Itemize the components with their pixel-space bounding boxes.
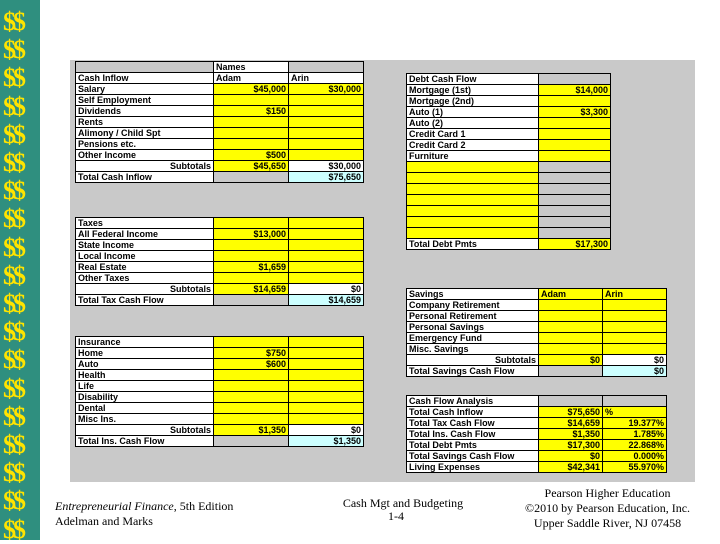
row-label: Auto: [76, 359, 214, 370]
value-cell: $75,650: [539, 407, 603, 418]
subtotal-value: $0: [289, 284, 364, 295]
value-cell: [539, 311, 603, 322]
row-label: Life: [76, 381, 214, 392]
table-row: [76, 273, 364, 284]
chapter-title: Cash Mgt and Budgeting: [342, 496, 464, 510]
section-header-row: [407, 289, 667, 300]
value-cell: [539, 333, 603, 344]
value-cell: [214, 273, 289, 284]
value-cell: [289, 414, 364, 425]
row-label: Self Employment: [76, 95, 214, 106]
row-label: Furniture: [407, 151, 539, 162]
subtotal-label: Subtotals: [76, 425, 214, 436]
value-cell: [289, 95, 364, 106]
table-row: [76, 370, 364, 381]
total-value: $17,300: [539, 239, 611, 250]
table-row: [76, 262, 364, 273]
dollar-glyph: $$: [3, 7, 23, 36]
value-cell: [289, 240, 364, 251]
subtotal-value: $0: [289, 425, 364, 436]
row-label: Personal Retirement: [407, 311, 539, 322]
percent-cell: 19.377%: [603, 418, 667, 429]
dollar-glyph: $$: [3, 373, 23, 403]
section-heading: Cash Flow Analysis: [407, 396, 539, 407]
value-cell: $1,659: [214, 262, 289, 273]
table-row: [407, 440, 667, 451]
value-cell: [289, 359, 364, 370]
dollar-glyph: $$: [3, 345, 23, 375]
blank-cell: [539, 74, 611, 85]
percent-cell: 0.000%: [603, 451, 667, 462]
value-cell: $1,350: [539, 429, 603, 440]
total-row: [407, 239, 611, 250]
subtotal-row: [407, 355, 667, 366]
value-cell: [214, 337, 289, 348]
value-cell: [539, 300, 603, 311]
empty-cell: [407, 206, 539, 217]
value-cell: $500: [214, 150, 289, 161]
column-header: Arin: [603, 289, 667, 300]
value-cell: [603, 311, 667, 322]
value-cell: [214, 117, 289, 128]
row-label: Total Ins. Cash Flow: [407, 429, 539, 440]
table-row: [76, 150, 364, 161]
table-row: [407, 85, 611, 96]
total-value: $0: [603, 366, 667, 377]
total-value: $75,650: [289, 172, 364, 183]
value-cell: [289, 251, 364, 262]
row-label: Other Taxes: [76, 273, 214, 284]
row-label: Misc. Savings: [407, 344, 539, 355]
value-cell: [214, 381, 289, 392]
section-heading: Debt Cash Flow: [407, 74, 539, 85]
table-row: [76, 403, 364, 414]
value-cell: [214, 240, 289, 251]
dollar-glyph: $$: [3, 458, 23, 488]
blank-cell: [539, 217, 611, 228]
column-header: Arin: [289, 73, 364, 84]
dollar-glyph: $$: [3, 514, 23, 544]
publisher-address: Upper Saddle River, NJ 07458: [533, 516, 682, 530]
empty-cell: [407, 217, 539, 228]
percent-cell: %: [603, 407, 667, 418]
table-row: [76, 414, 364, 425]
value-cell: $600: [214, 359, 289, 370]
value-cell: [539, 118, 611, 129]
total-row: [76, 172, 364, 183]
dollar-glyph: $$: [3, 63, 23, 93]
dollar-glyph: $$: [3, 119, 23, 149]
table-row: [407, 407, 667, 418]
dollar-glyph: $$: [3, 260, 23, 290]
total-label: Total Cash Inflow: [76, 172, 214, 183]
subtotal-row: [76, 161, 364, 172]
total-value: $14,659: [289, 295, 364, 306]
publisher-name: Pearson Higher Education: [544, 486, 671, 500]
row-label: Misc Ins.: [76, 414, 214, 425]
value-cell: [214, 128, 289, 139]
dollar-glyph: $$: [3, 35, 23, 65]
row-label: Health: [76, 370, 214, 381]
value-cell: [603, 300, 667, 311]
value-cell: [289, 106, 364, 117]
debt-table: [406, 73, 611, 250]
value-cell: $0: [539, 451, 603, 462]
blank-cell: [603, 396, 667, 407]
section-header-row: [76, 218, 364, 229]
dollar-glyph: $$: [3, 91, 23, 121]
empty-row: [407, 195, 611, 206]
column-header: Adam: [214, 73, 289, 84]
value-cell: [214, 95, 289, 106]
row-label: Living Expenses: [407, 462, 539, 473]
table-row: [76, 359, 364, 370]
value-cell: [214, 218, 289, 229]
subtotal-label: Subtotals: [76, 284, 214, 295]
total-label: Total Ins. Cash Flow: [76, 436, 214, 447]
table-row: [76, 117, 364, 128]
row-label: Auto (1): [407, 107, 539, 118]
section-header-row: [76, 337, 364, 348]
table-row: [407, 418, 667, 429]
row-label: Real Estate: [76, 262, 214, 273]
subtotal-label: Subtotals: [407, 355, 539, 366]
row-label: Company Retirement: [407, 300, 539, 311]
cash-inflow-header-row: [76, 73, 364, 84]
row-label: Auto (2): [407, 118, 539, 129]
value-cell: $14,000: [539, 85, 611, 96]
subtotal-value: $1,350: [214, 425, 289, 436]
blank-cell: [539, 206, 611, 217]
footer-publisher: [505, 486, 710, 531]
row-label: Pensions etc.: [76, 139, 214, 150]
blank-cell: [214, 172, 289, 183]
blank-cell: [539, 162, 611, 173]
value-cell: [289, 139, 364, 150]
value-cell: [539, 344, 603, 355]
table-row: [76, 95, 364, 106]
value-cell: $17,300: [539, 440, 603, 451]
dollar-glyph: $$: [3, 232, 23, 262]
value-cell: [289, 262, 364, 273]
percent-cell: 1.785%: [603, 429, 667, 440]
row-label: Total Tax Cash Flow: [407, 418, 539, 429]
footer-book-citation: [55, 499, 233, 529]
value-cell: [539, 140, 611, 151]
value-cell: $750: [214, 348, 289, 359]
blank-cell: [214, 436, 289, 447]
row-label: Home: [76, 348, 214, 359]
blank-cell: [539, 366, 603, 377]
value-cell: [214, 370, 289, 381]
dollar-glyph: $$: [3, 430, 23, 459]
table-row: [76, 106, 364, 117]
footer-chapter: [318, 497, 488, 523]
total-label: Total Debt Pmts: [407, 239, 539, 250]
blank-cell: [539, 228, 611, 239]
subtotal-value: $14,659: [214, 284, 289, 295]
dollar-glyph: $$: [3, 401, 23, 431]
empty-row: [407, 217, 611, 228]
value-cell: $30,000: [289, 84, 364, 95]
cash-inflow-table: [75, 61, 364, 183]
total-value: $1,350: [289, 436, 364, 447]
names-header-row: [76, 62, 364, 73]
table-row: [407, 462, 667, 473]
value-cell: $14,659: [539, 418, 603, 429]
row-label: Mortgage (2nd): [407, 96, 539, 107]
blank-cell: [539, 173, 611, 184]
row-label: Mortgage (1st): [407, 85, 539, 96]
subtotal-row: [76, 284, 364, 295]
value-cell: [289, 273, 364, 284]
value-cell: [539, 151, 611, 162]
value-cell: [289, 150, 364, 161]
page-number: 1-4: [388, 509, 404, 523]
value-cell: [214, 392, 289, 403]
section-heading: Savings: [407, 289, 539, 300]
section-header-row: [407, 396, 667, 407]
section-heading: Insurance: [76, 337, 214, 348]
dollar-glyph: $$: [3, 204, 23, 234]
row-label: Total Savings Cash Flow: [407, 451, 539, 462]
value-cell: $150: [214, 106, 289, 117]
table-row: [407, 322, 667, 333]
table-row: [407, 151, 611, 162]
subtotal-value: $30,000: [289, 161, 364, 172]
row-label: Total Debt Pmts: [407, 440, 539, 451]
empty-row: [407, 173, 611, 184]
row-label: Dividends: [76, 106, 214, 117]
table-row: [76, 229, 364, 240]
value-cell: [289, 381, 364, 392]
value-cell: $13,000: [214, 229, 289, 240]
subtotal-row: [76, 425, 364, 436]
table-row: [407, 96, 611, 107]
row-label: Total Cash Inflow: [407, 407, 539, 418]
table-row: [76, 128, 364, 139]
table-row: [407, 107, 611, 118]
value-cell: $3,300: [539, 107, 611, 118]
row-label: All Federal Income: [76, 229, 214, 240]
row-label: Emergency Fund: [407, 333, 539, 344]
table-row: [407, 140, 611, 151]
row-label: Local Income: [76, 251, 214, 262]
book-title: Entrepreneurial Finance: [55, 499, 174, 513]
blank-cell: [539, 184, 611, 195]
column-header: Adam: [539, 289, 603, 300]
value-cell: [289, 392, 364, 403]
table-row: [76, 84, 364, 95]
row-label: State Income: [76, 240, 214, 251]
row-label: Personal Savings: [407, 322, 539, 333]
row-label: Credit Card 1: [407, 129, 539, 140]
table-row: [76, 392, 364, 403]
subtotal-value: $45,650: [214, 161, 289, 172]
table-row: [76, 139, 364, 150]
empty-cell: [407, 228, 539, 239]
total-row: [407, 366, 667, 377]
subtotal-label: Subtotals: [76, 161, 214, 172]
percent-cell: 22.868%: [603, 440, 667, 451]
dollar-glyph: $$: [3, 176, 23, 206]
book-authors: Adelman and Marks: [55, 514, 153, 528]
value-cell: [289, 348, 364, 359]
value-cell: [289, 218, 364, 229]
row-label: Dental: [76, 403, 214, 414]
table-row: [407, 118, 611, 129]
table-row: [76, 381, 364, 392]
blank-cell: [539, 396, 603, 407]
value-cell: [603, 333, 667, 344]
table-row: [407, 333, 667, 344]
row-label: Other Income: [76, 150, 214, 161]
value-cell: [214, 403, 289, 414]
table-row: [76, 251, 364, 262]
percent-cell: 55.970%: [603, 462, 667, 473]
total-label: Total Savings Cash Flow: [407, 366, 539, 377]
value-cell: [539, 96, 611, 107]
blank-cell: [539, 195, 611, 206]
dollar-glyph: $$: [3, 289, 23, 318]
insurance-table: [75, 336, 364, 447]
value-cell: $45,000: [214, 84, 289, 95]
empty-cell: [407, 173, 539, 184]
value-cell: [289, 337, 364, 348]
empty-cell: [407, 195, 539, 206]
section-header-row: [407, 74, 611, 85]
table-row: [407, 344, 667, 355]
subtotal-value: $0: [603, 355, 667, 366]
value-cell: [214, 139, 289, 150]
copyright-notice: ©2010 by Pearson Education, Inc.: [524, 501, 691, 515]
blank-cell: [76, 62, 214, 73]
row-label: Alimony / Child Spt: [76, 128, 214, 139]
value-cell: [539, 129, 611, 140]
table-row: [76, 240, 364, 251]
table-row: [407, 129, 611, 140]
book-edition: , 5th Edition: [173, 499, 234, 513]
table-row: [407, 300, 667, 311]
section-heading: Taxes: [76, 218, 214, 229]
table-row: [407, 429, 667, 440]
value-cell: [214, 414, 289, 425]
blank-cell: [289, 62, 364, 73]
empty-row: [407, 184, 611, 195]
row-label: Credit Card 2: [407, 140, 539, 151]
row-label: Salary: [76, 84, 214, 95]
subtotal-value: $0: [539, 355, 603, 366]
value-cell: [603, 322, 667, 333]
row-label: Rents: [76, 117, 214, 128]
total-row: [76, 295, 364, 306]
table-row: [407, 311, 667, 322]
value-cell: [289, 128, 364, 139]
cash-flow-analysis-table: [406, 395, 667, 473]
total-row: [76, 436, 364, 447]
taxes-table: [75, 217, 364, 306]
empty-row: [407, 206, 611, 217]
sidebar-band: [0, 0, 40, 544]
dollar-glyph: $$: [3, 486, 23, 516]
savings-table: [406, 288, 667, 377]
empty-row: [407, 162, 611, 173]
value-cell: $42,341: [539, 462, 603, 473]
table-row: [76, 348, 364, 359]
value-cell: [289, 403, 364, 414]
table-row: [407, 451, 667, 462]
empty-cell: [407, 162, 539, 173]
row-label: Disability: [76, 392, 214, 403]
dollar-glyph: $$: [3, 317, 23, 347]
names-label: Names: [214, 62, 289, 73]
total-label: Total Tax Cash Flow: [76, 295, 214, 306]
value-cell: [289, 229, 364, 240]
value-cell: [214, 251, 289, 262]
value-cell: [603, 344, 667, 355]
empty-row: [407, 228, 611, 239]
value-cell: [289, 370, 364, 381]
value-cell: [289, 117, 364, 128]
section-heading: Cash Inflow: [76, 73, 214, 84]
blank-cell: [214, 295, 289, 306]
empty-cell: [407, 184, 539, 195]
dollar-glyph: $$: [3, 148, 23, 177]
value-cell: [539, 322, 603, 333]
